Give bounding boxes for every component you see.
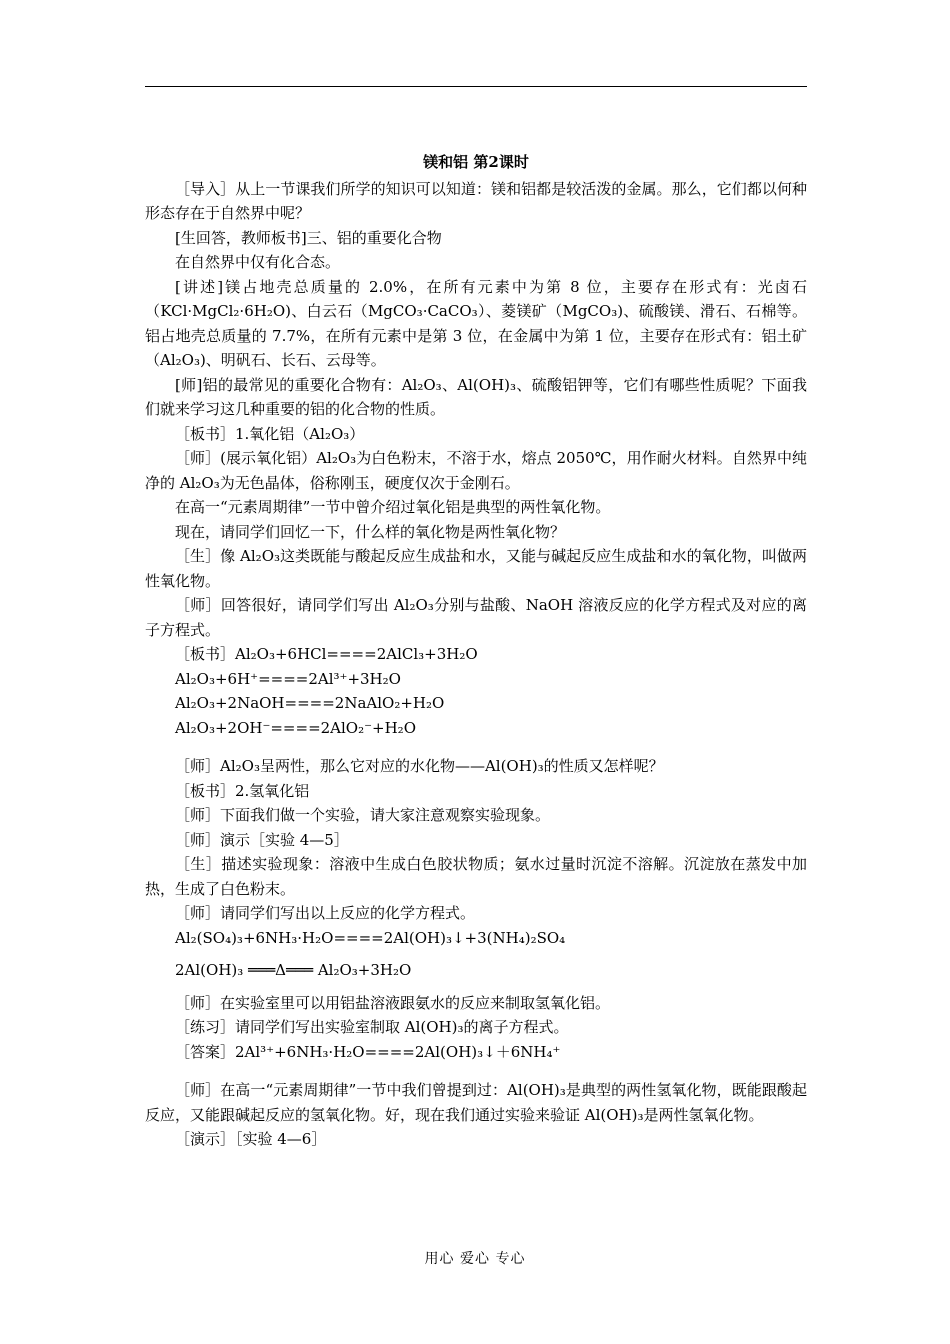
paragraph: 现在，请同学们回忆一下，什么样的氧化物是两性氧化物？ <box>175 522 566 541</box>
paragraph: ［师］下面我们做一个实验，请大家注意观察实验现象。 <box>175 806 551 824</box>
paragraph: ［师］(展示氧化铝）Al₂O₃为白色粉末，不溶于水，熔点 2050℃，用作耐火材料。自然界中纯净的 Al₂O₃为无色晶体，俗称刚玉，硬度仅次于金刚石。 <box>145 449 807 492</box>
paragraph-board-heading: [生回答，教师板书]三、铝的重要化合物 <box>175 228 442 247</box>
spacer <box>145 950 807 958</box>
spacer <box>145 983 807 991</box>
paragraph-board-alumina: ［板书］1.氧化铝（Al₂O₃） <box>175 424 365 443</box>
paragraph: ［生］描述实验现象：溶液中生成白色胶状物质；氨水过量时沉淀不溶解。沉淀放在蒸发中加热，生成了白色粉末。 <box>145 855 807 898</box>
paragraph-board-hydroxide: ［板书］2.氢氧化铝 <box>175 781 310 800</box>
equation: ［板书］Al₂O₃+6HCl====2AlCl₃+3H₂O <box>175 645 478 663</box>
paragraph: [师]铝的最常见的重要化合物有：Al₂O₃、Al(OH)₃、硫酸铝钾等，它们有哪些性质呢？下面我们就来学习这几种重要的铝的化合物的性质。 <box>145 375 807 418</box>
document-body <box>145 150 807 1152</box>
paragraph: ［师］请同学们写出以上反应的化学方程式。 <box>175 904 476 922</box>
equation: Al₂(SO₄)₃+6NH₃·H₂O====2Al(OH)₃↓+3(NH₄)₂SO₄ <box>175 928 566 947</box>
page-footer: 用心 爱心 专心 <box>424 1251 526 1267</box>
paragraph-answer: ［答案］2Al³⁺+6NH₃·H₂O====2Al(OH)₃↓＋6NH₄⁺ <box>175 1042 561 1061</box>
spacer <box>145 740 807 754</box>
header-rule <box>145 86 807 87</box>
equation: Al₂O₃+6H⁺====2Al³⁺+3H₂O <box>175 669 401 688</box>
paragraph: ［师］在实验室里可以用铝盐溶液跟氨水的反应来制取氢氧化铝。 <box>175 993 611 1012</box>
paragraph: ［生］像 Al₂O₃这类既能与酸起反应生成盐和水，又能与碱起反应生成盐和水的氧化物，叫做两性氧化物。 <box>145 547 807 590</box>
spacer <box>145 1064 807 1078</box>
equation: Al₂O₃+2NaOH====2NaAlO₂+H₂O <box>175 694 445 712</box>
paragraph-demo: ［演示］［实验 4—6］ <box>175 1130 327 1148</box>
paragraph: ［师］演示［实验 4—5］ <box>175 830 349 849</box>
paragraph: ［师］Al₂O₃呈两性，那么它对应的水化物——Al(OH)₃的性质又怎样呢？ <box>175 757 664 775</box>
paragraph-exercise: ［练习］请同学们写出实验室制取 Al(OH)₃的离子方程式。 <box>175 1018 569 1036</box>
page-title: 镁和铝 第2课时 <box>423 153 529 171</box>
paragraph: ［师］在高一“元素周期律”一节中我们曾提到过：Al(OH)₃是典型的两性氢氧化物，既能跟酸起反应，又能跟碱起反应的氢氧化物。好，现在我们通过实验来验证 Al(OH)₃是两性氢氧化物。 <box>145 1081 807 1124</box>
paragraph-lecture: [讲述]镁占地壳总质量的 2.0%，在所有元素中为第 8 位，主要存在形式有：光卤石（KCl·MgCl₂·6H₂O)、白云石（MgCO₃·CaCO₃）、菱镁矿（MgCO₃)、硫酸镁、滑石、石棉等。铝占地壳总质量的 7.7%，在所有元素中是第 3 位，在金属中为第 1 位，主要存在形式有：铝土矿（Al₂O₃)、明矾石、长石、云母等。 <box>145 277 807 369</box>
paragraph: 在自然界中仅有化合态。 <box>175 253 341 271</box>
equation: Al₂O₃+2OH⁻====2AlO₂⁻+H₂O <box>175 718 416 737</box>
paragraph: ［师］回答很好，请同学们写出 Al₂O₃分别与盐酸、NaOH 溶液反应的化学方程式及对应的离子方程式。 <box>145 596 807 639</box>
paragraph-intro: ［导入］从上一节课我们所学的知识可以知道：镁和铝都是较活泼的金属。那么，它们都以何种形态存在于自然界中呢？ <box>145 179 807 222</box>
equation: 2Al(OH)₃ ═══Δ═══ Al₂O₃+3H₂O <box>175 961 412 979</box>
paragraph: 在高一“元素周期律”一节中曾介绍过氧化铝是典型的两性氧化物。 <box>175 498 611 516</box>
